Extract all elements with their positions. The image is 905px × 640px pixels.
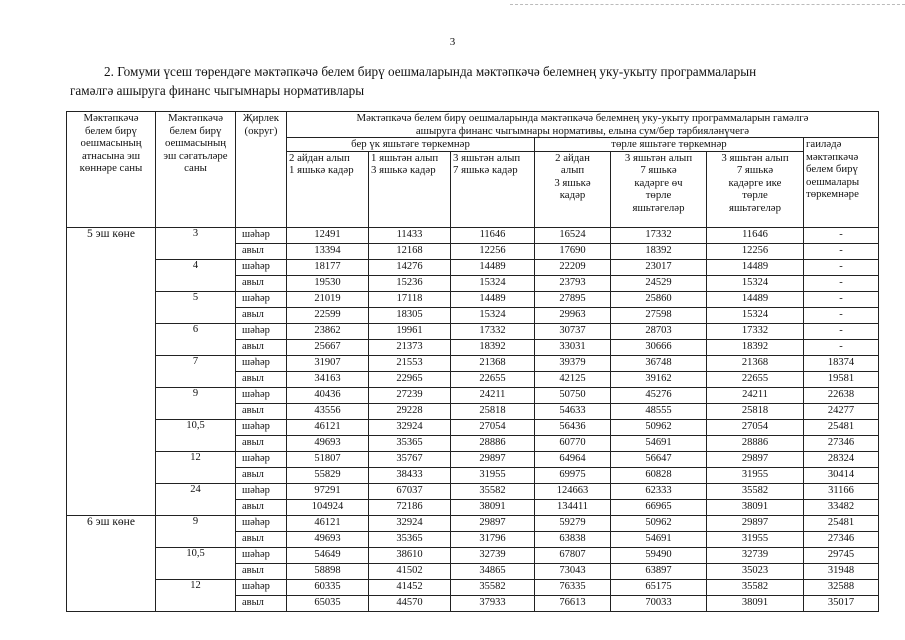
value-cell: 31955 bbox=[451, 467, 535, 483]
value-cell: 35365 bbox=[369, 531, 451, 547]
value-cell: 24529 bbox=[611, 275, 707, 291]
value-cell: 22599 bbox=[287, 307, 369, 323]
value-cell: 32924 bbox=[369, 419, 451, 435]
value-cell: 29228 bbox=[369, 403, 451, 419]
table-row bbox=[67, 451, 879, 467]
value-cell: 33482 bbox=[804, 499, 879, 515]
value-cell: 60335 bbox=[287, 579, 369, 595]
settlement-cell: шәһәр bbox=[236, 227, 287, 243]
value-cell: 17118 bbox=[369, 291, 451, 307]
value-cell: 73043 bbox=[535, 563, 611, 579]
header-mixed-age-col bbox=[611, 151, 707, 227]
working-hours-cell: 5 bbox=[156, 291, 236, 323]
header-same-age-groups: бер үк яшьтәге төркемнәр bbox=[287, 138, 535, 152]
value-cell: 21368 bbox=[451, 355, 535, 371]
header-mixed-age-groups: төрле яшьтәге төркемнәр bbox=[535, 138, 804, 152]
header-norm-title-line: ашыруга финанс чыгымнары нормативы, елына сум/бер тәрбияләнүчегә bbox=[415, 124, 750, 137]
value-cell: 31166 bbox=[804, 483, 879, 499]
value-cell: 27346 bbox=[804, 435, 879, 451]
value-cell: 50962 bbox=[611, 419, 707, 435]
value-cell: 29897 bbox=[451, 451, 535, 467]
value-cell: 104924 bbox=[287, 499, 369, 515]
value-cell: 58898 bbox=[287, 563, 369, 579]
value-cell: 22655 bbox=[451, 371, 535, 387]
header-age-col-line: 3 яшьтән алып bbox=[624, 151, 693, 164]
value-cell: 21368 bbox=[707, 355, 804, 371]
value-cell: 27054 bbox=[451, 419, 535, 435]
value-cell: 28703 bbox=[611, 323, 707, 339]
settlement-cell: шәһәр bbox=[236, 387, 287, 403]
value-cell: 31907 bbox=[287, 355, 369, 371]
value-cell: 54633 bbox=[535, 403, 611, 419]
settlement-cell: авыл bbox=[236, 243, 287, 259]
header-age-col-line: кадәрге ике bbox=[728, 176, 782, 189]
settlement-cell: авыл bbox=[236, 563, 287, 579]
settlement-cell: авыл bbox=[236, 435, 287, 451]
value-cell: - bbox=[804, 227, 879, 243]
table-row bbox=[67, 355, 879, 371]
value-cell: 38433 bbox=[369, 467, 451, 483]
value-cell: 11646 bbox=[707, 227, 804, 243]
value-cell: 21019 bbox=[287, 291, 369, 307]
value-cell: 40436 bbox=[287, 387, 369, 403]
value-cell: 24211 bbox=[451, 387, 535, 403]
value-cell: 55829 bbox=[287, 467, 369, 483]
value-cell: 34163 bbox=[287, 371, 369, 387]
value-cell: 14276 bbox=[369, 259, 451, 275]
value-cell: 59279 bbox=[535, 515, 611, 531]
value-cell: 37933 bbox=[451, 595, 535, 611]
value-cell: 124663 bbox=[535, 483, 611, 499]
value-cell: 56436 bbox=[535, 419, 611, 435]
value-cell: - bbox=[804, 275, 879, 291]
value-cell: 11646 bbox=[451, 227, 535, 243]
value-cell: 51807 bbox=[287, 451, 369, 467]
value-cell: 22655 bbox=[707, 371, 804, 387]
value-cell: 33031 bbox=[535, 339, 611, 355]
header-norm-title bbox=[287, 112, 879, 138]
settlement-cell: авыл bbox=[236, 467, 287, 483]
header-working-hours-line: белем бирү bbox=[169, 124, 222, 137]
value-cell: - bbox=[804, 243, 879, 259]
value-cell: 29897 bbox=[707, 451, 804, 467]
value-cell: 14489 bbox=[451, 291, 535, 307]
value-cell: 29897 bbox=[451, 515, 535, 531]
value-cell: 32739 bbox=[451, 547, 535, 563]
table-row bbox=[67, 387, 879, 403]
value-cell: 67807 bbox=[535, 547, 611, 563]
value-cell: 16524 bbox=[535, 227, 611, 243]
value-cell: 30666 bbox=[611, 339, 707, 355]
value-cell: 50962 bbox=[611, 515, 707, 531]
value-cell: 45276 bbox=[611, 387, 707, 403]
header-working-hours bbox=[156, 112, 236, 228]
value-cell: 31948 bbox=[804, 563, 879, 579]
value-cell: 35582 bbox=[451, 579, 535, 595]
top-dashed-line bbox=[510, 4, 905, 5]
value-cell: - bbox=[804, 323, 879, 339]
value-cell: 27598 bbox=[611, 307, 707, 323]
working-hours-cell: 24 bbox=[156, 483, 236, 515]
header-age-col-line: 1 яшьтән алып bbox=[371, 151, 439, 164]
value-cell: 49693 bbox=[287, 435, 369, 451]
value-cell: 32739 bbox=[707, 547, 804, 563]
value-cell: 25818 bbox=[707, 403, 804, 419]
header-same-age-col bbox=[287, 151, 369, 227]
settlement-cell: шәһәр bbox=[236, 483, 287, 499]
value-cell: - bbox=[804, 291, 879, 307]
value-cell: 76335 bbox=[535, 579, 611, 595]
value-cell: 39162 bbox=[611, 371, 707, 387]
header-settlement-line: (округ) bbox=[244, 124, 278, 137]
header-mixed-age-col bbox=[535, 151, 611, 227]
value-cell: 31955 bbox=[707, 531, 804, 547]
table-row bbox=[67, 259, 879, 275]
value-cell: 12491 bbox=[287, 227, 369, 243]
settlement-cell: шәһәр bbox=[236, 579, 287, 595]
value-cell: 13394 bbox=[287, 243, 369, 259]
header-mixed-age-col bbox=[707, 151, 804, 227]
header-age-col-line: алып bbox=[560, 164, 585, 176]
value-cell: 54691 bbox=[611, 531, 707, 547]
value-cell: 41452 bbox=[369, 579, 451, 595]
header-age-col-line: кадәрге өч bbox=[634, 176, 683, 189]
heading-line-2: гамәлгә ашыруга финанс чыгымнары нормативлары bbox=[70, 83, 365, 98]
header-settlement-line: Җирлек bbox=[242, 112, 280, 124]
header-age-col-line: яшьтәгеләр bbox=[729, 201, 781, 214]
value-cell: 24277 bbox=[804, 403, 879, 419]
value-cell: 22638 bbox=[804, 387, 879, 403]
table-row bbox=[67, 323, 879, 339]
settlement-cell: авыл bbox=[236, 403, 287, 419]
value-cell: 22209 bbox=[535, 259, 611, 275]
header-age-col-line: 7 яшькә bbox=[640, 164, 677, 176]
value-cell: 76613 bbox=[535, 595, 611, 611]
value-cell: 54691 bbox=[611, 435, 707, 451]
value-cell: 29963 bbox=[535, 307, 611, 323]
header-age-col-line: кадәр bbox=[559, 189, 586, 201]
header-age-col-line: төрле bbox=[645, 189, 672, 201]
value-cell: 97291 bbox=[287, 483, 369, 499]
value-cell: 25481 bbox=[804, 515, 879, 531]
header-age-col-line: 3 яшьтән алып bbox=[721, 151, 789, 164]
value-cell: 12168 bbox=[369, 243, 451, 259]
table-row bbox=[67, 579, 879, 595]
working-hours-cell: 12 bbox=[156, 579, 236, 611]
norms-table bbox=[66, 111, 879, 612]
value-cell: 12256 bbox=[707, 243, 804, 259]
value-cell: 56647 bbox=[611, 451, 707, 467]
settlement-cell: шәһәр bbox=[236, 547, 287, 563]
header-age-col-line: 3 яшьтән алып bbox=[453, 151, 521, 164]
settlement-cell: шәһәр bbox=[236, 355, 287, 371]
settlement-cell: шәһәр bbox=[236, 291, 287, 307]
value-cell: 38091 bbox=[707, 499, 804, 515]
header-family-groups-line: гаиләдә bbox=[806, 138, 842, 150]
value-cell: 18177 bbox=[287, 259, 369, 275]
value-cell: 38610 bbox=[369, 547, 451, 563]
value-cell: 41502 bbox=[369, 563, 451, 579]
value-cell: 28886 bbox=[707, 435, 804, 451]
value-cell: 34865 bbox=[451, 563, 535, 579]
header-age-col-line: төрле bbox=[742, 189, 768, 201]
value-cell: 69975 bbox=[535, 467, 611, 483]
value-cell: 59490 bbox=[611, 547, 707, 563]
header-family-groups-line: белем бирү bbox=[806, 163, 858, 175]
value-cell: 18392 bbox=[707, 339, 804, 355]
value-cell: 44570 bbox=[369, 595, 451, 611]
value-cell: 35582 bbox=[707, 483, 804, 499]
value-cell: 38091 bbox=[707, 595, 804, 611]
section-heading bbox=[70, 62, 880, 100]
value-cell: 31955 bbox=[707, 467, 804, 483]
header-family-groups-line: мәктәпкәчә bbox=[806, 150, 859, 163]
header-working-days-line: белем бирү bbox=[85, 124, 137, 137]
working-hours-cell: 12 bbox=[156, 451, 236, 483]
settlement-cell: шәһәр bbox=[236, 259, 287, 275]
value-cell: 35582 bbox=[451, 483, 535, 499]
working-hours-cell: 4 bbox=[156, 259, 236, 291]
header-working-hours-line: оешмасының bbox=[164, 137, 227, 149]
value-cell: 31796 bbox=[451, 531, 535, 547]
value-cell: 134411 bbox=[535, 499, 611, 515]
settlement-cell: авыл bbox=[236, 275, 287, 291]
page-number: 3 bbox=[449, 36, 456, 48]
header-working-hours-line: эш сәгатьләре bbox=[163, 149, 228, 162]
header-settlement bbox=[236, 112, 287, 228]
value-cell: 38091 bbox=[451, 499, 535, 515]
value-cell: 46121 bbox=[287, 515, 369, 531]
value-cell: 35017 bbox=[804, 595, 879, 611]
value-cell: 18305 bbox=[369, 307, 451, 323]
value-cell: 63838 bbox=[535, 531, 611, 547]
value-cell: 42125 bbox=[535, 371, 611, 387]
header-age-col-line: 3 яшькә bbox=[554, 176, 591, 189]
value-cell: 27054 bbox=[707, 419, 804, 435]
value-cell: 23793 bbox=[535, 275, 611, 291]
value-cell: 35023 bbox=[707, 563, 804, 579]
value-cell: 43556 bbox=[287, 403, 369, 419]
value-cell: 22965 bbox=[369, 371, 451, 387]
value-cell: 63897 bbox=[611, 563, 707, 579]
header-same-age-col bbox=[369, 151, 451, 227]
value-cell: 35365 bbox=[369, 435, 451, 451]
value-cell: 67037 bbox=[369, 483, 451, 499]
value-cell: 14489 bbox=[451, 259, 535, 275]
value-cell: 15324 bbox=[707, 307, 804, 323]
value-cell: - bbox=[804, 339, 879, 355]
working-hours-cell: 6 bbox=[156, 323, 236, 355]
value-cell: 65035 bbox=[287, 595, 369, 611]
value-cell: 54649 bbox=[287, 547, 369, 563]
value-cell: 29745 bbox=[804, 547, 879, 563]
header-working-days bbox=[67, 112, 156, 228]
header-family-groups bbox=[804, 138, 879, 228]
header-norm-title-line: Мәктәпкәчә белем бирү оешмаларында мәктәпкәчә белемнең уку-укыту программаларын гамәлгә bbox=[356, 112, 809, 124]
value-cell: 49693 bbox=[287, 531, 369, 547]
value-cell: 12256 bbox=[451, 243, 535, 259]
value-cell: 17332 bbox=[451, 323, 535, 339]
value-cell: 21553 bbox=[369, 355, 451, 371]
working-days-cell: 5 эш көне bbox=[67, 227, 156, 515]
working-hours-cell: 9 bbox=[156, 387, 236, 419]
heading-line-1: 2. Гомуми үсеш төрендәге мәктәпкәчә белем бирү оешмаларында мәктәпкәчә белемнең уку-укыту программаларын bbox=[104, 64, 757, 79]
settlement-cell: авыл bbox=[236, 499, 287, 515]
header-working-hours-line: Мәктәпкәчә bbox=[167, 112, 224, 124]
value-cell: 32588 bbox=[804, 579, 879, 595]
value-cell: 24211 bbox=[707, 387, 804, 403]
table-row bbox=[67, 419, 879, 435]
table-row bbox=[67, 291, 879, 307]
header-working-days-line: оешмасының bbox=[80, 137, 142, 149]
working-days-cell: 6 эш көне bbox=[67, 515, 156, 611]
value-cell: 14489 bbox=[707, 291, 804, 307]
value-cell: 35767 bbox=[369, 451, 451, 467]
value-cell: 18374 bbox=[804, 355, 879, 371]
header-age-col-line: 1 яшькә кадәр bbox=[289, 164, 354, 176]
settlement-cell: авыл bbox=[236, 595, 287, 611]
value-cell: 28886 bbox=[451, 435, 535, 451]
value-cell: 25667 bbox=[287, 339, 369, 355]
value-cell: 39379 bbox=[535, 355, 611, 371]
value-cell: 46121 bbox=[287, 419, 369, 435]
settlement-cell: шәһәр bbox=[236, 451, 287, 467]
value-cell: 17332 bbox=[707, 323, 804, 339]
value-cell: 29897 bbox=[707, 515, 804, 531]
header-age-col-line: 7 яшькә кадәр bbox=[453, 164, 518, 176]
working-hours-cell: 10,5 bbox=[156, 547, 236, 579]
table-row bbox=[67, 483, 879, 499]
header-same-age-col bbox=[451, 151, 535, 227]
table-row bbox=[67, 227, 879, 243]
value-cell: 30737 bbox=[535, 323, 611, 339]
value-cell: 18392 bbox=[451, 339, 535, 355]
value-cell: 48555 bbox=[611, 403, 707, 419]
header-age-col-line: 2 айдан bbox=[555, 151, 590, 164]
value-cell: 15324 bbox=[451, 275, 535, 291]
settlement-cell: авыл bbox=[236, 371, 287, 387]
working-hours-cell: 3 bbox=[156, 227, 236, 259]
value-cell: 15324 bbox=[451, 307, 535, 323]
value-cell: 25818 bbox=[451, 403, 535, 419]
value-cell: - bbox=[804, 307, 879, 323]
value-cell: 19581 bbox=[804, 371, 879, 387]
settlement-cell: шәһәр bbox=[236, 515, 287, 531]
working-hours-cell: 10,5 bbox=[156, 419, 236, 451]
header-working-days-line: Мәктәпкәчә bbox=[83, 112, 139, 124]
header-age-col-line: 2 айдан алып bbox=[289, 151, 350, 164]
value-cell: 64964 bbox=[535, 451, 611, 467]
value-cell: 27895 bbox=[535, 291, 611, 307]
value-cell: 17690 bbox=[535, 243, 611, 259]
table-row bbox=[67, 515, 879, 531]
value-cell: 19961 bbox=[369, 323, 451, 339]
working-hours-cell: 9 bbox=[156, 515, 236, 547]
value-cell: 70033 bbox=[611, 595, 707, 611]
value-cell: 15324 bbox=[707, 275, 804, 291]
value-cell: 60828 bbox=[611, 467, 707, 483]
header-age-col-line: 3 яшькә кадәр bbox=[371, 164, 436, 176]
value-cell: 21373 bbox=[369, 339, 451, 355]
value-cell: 27239 bbox=[369, 387, 451, 403]
value-cell: 14489 bbox=[707, 259, 804, 275]
value-cell: 25860 bbox=[611, 291, 707, 307]
value-cell: 62333 bbox=[611, 483, 707, 499]
value-cell: 65175 bbox=[611, 579, 707, 595]
value-cell: 32924 bbox=[369, 515, 451, 531]
settlement-cell: авыл bbox=[236, 339, 287, 355]
value-cell: - bbox=[804, 259, 879, 275]
settlement-cell: шәһәр bbox=[236, 323, 287, 339]
value-cell: 25481 bbox=[804, 419, 879, 435]
working-hours-cell: 7 bbox=[156, 355, 236, 387]
header-family-groups-line: оешмалары bbox=[806, 175, 860, 188]
value-cell: 17332 bbox=[611, 227, 707, 243]
value-cell: 36748 bbox=[611, 355, 707, 371]
value-cell: 19530 bbox=[287, 275, 369, 291]
value-cell: 35582 bbox=[707, 579, 804, 595]
value-cell: 23017 bbox=[611, 259, 707, 275]
settlement-cell: шәһәр bbox=[236, 419, 287, 435]
value-cell: 28324 bbox=[804, 451, 879, 467]
value-cell: 27346 bbox=[804, 531, 879, 547]
value-cell: 72186 bbox=[369, 499, 451, 515]
header-working-days-line: атнасына эш bbox=[81, 149, 141, 162]
settlement-cell: авыл bbox=[236, 531, 287, 547]
value-cell: 15236 bbox=[369, 275, 451, 291]
value-cell: 50750 bbox=[535, 387, 611, 403]
table-row bbox=[67, 547, 879, 563]
value-cell: 60770 bbox=[535, 435, 611, 451]
header-age-col-line: 7 яшькә bbox=[736, 164, 774, 176]
settlement-cell: авыл bbox=[236, 307, 287, 323]
value-cell: 18392 bbox=[611, 243, 707, 259]
value-cell: 30414 bbox=[804, 467, 879, 483]
header-family-groups-line: төркемнәре bbox=[806, 188, 859, 200]
value-cell: 11433 bbox=[369, 227, 451, 243]
norms-table-body bbox=[67, 227, 879, 611]
header-working-hours-line: саны bbox=[184, 162, 207, 174]
value-cell: 66965 bbox=[611, 499, 707, 515]
header-age-col-line: яшьтәгеләр bbox=[632, 201, 685, 214]
header-working-days-line: көннәре саны bbox=[79, 162, 143, 174]
value-cell: 23862 bbox=[287, 323, 369, 339]
